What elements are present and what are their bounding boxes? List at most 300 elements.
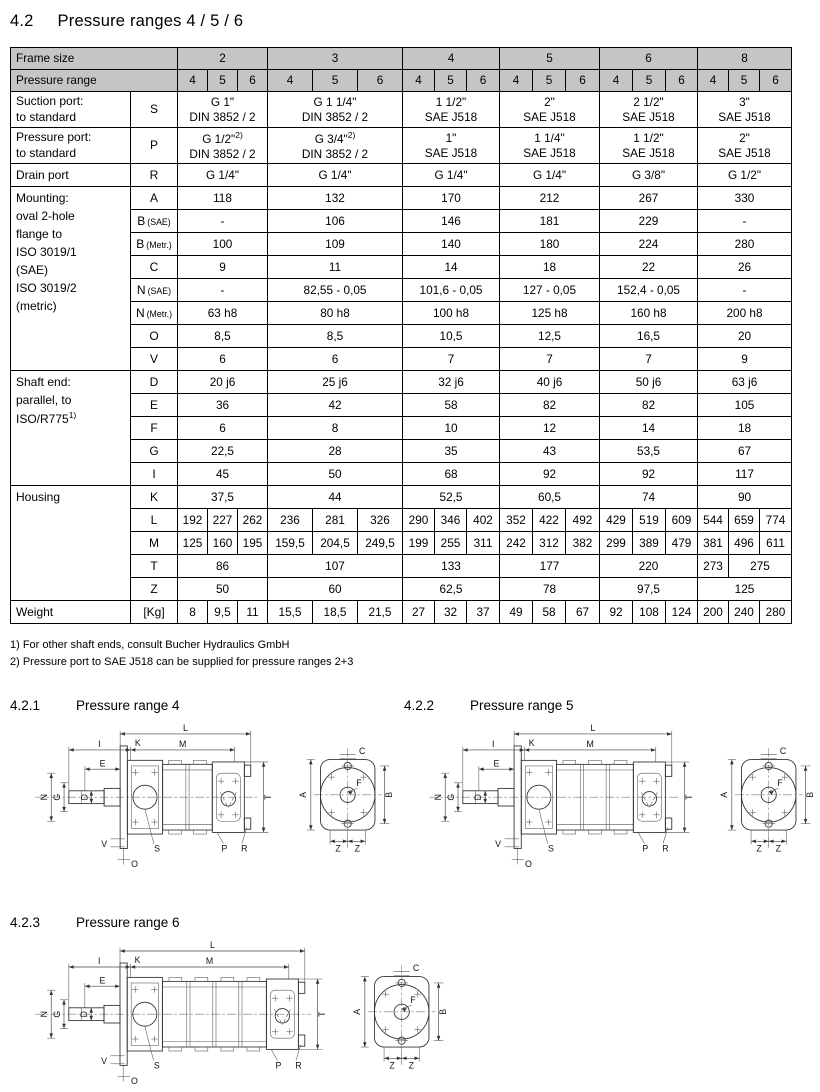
value-cell: 160 [208, 532, 238, 555]
value-cell: 160 h8 [600, 302, 698, 325]
value-cell: 1 1/2" SAE J518 [403, 92, 500, 128]
value-cell: 60,5 [500, 486, 600, 509]
table-row [11, 371, 792, 394]
value-cell: 37 [467, 601, 500, 624]
pressure-range-value: 4 [178, 70, 208, 92]
value-cell: 290 [403, 509, 435, 532]
svg-text:G: G [446, 794, 457, 801]
value-cell: 146 [403, 210, 500, 233]
table-row [11, 92, 792, 128]
figure-heading [404, 698, 820, 713]
pressure-range-row [11, 70, 792, 92]
footnotes [10, 637, 791, 670]
symbol-cell: D [131, 371, 178, 394]
value-cell: 18 [698, 417, 792, 440]
value-cell: 86 [178, 555, 268, 578]
value-cell: 80 h8 [268, 302, 403, 325]
value-cell: 10 [403, 417, 500, 440]
row-group-label: Mounting: oval 2-hole flange to ISO 3019/1 (SAE) ISO 3019/2 (metric) [11, 187, 131, 371]
value-cell: 106 [268, 210, 403, 233]
value-cell: 127 - 0,05 [500, 279, 600, 302]
value-cell: 255 [435, 532, 467, 555]
pressure-range-value: 4 [600, 70, 633, 92]
value-cell: 281 [313, 509, 358, 532]
value-cell: 82,55 - 0,05 [268, 279, 403, 302]
value-cell: 82 [500, 394, 600, 417]
value-cell: G 1/4" [403, 164, 500, 187]
value-cell: 107 [268, 555, 403, 578]
value-cell: 43 [500, 440, 600, 463]
value-cell: 16,5 [600, 325, 698, 348]
value-cell: 28 [268, 440, 403, 463]
value-cell: 326 [358, 509, 403, 532]
value-cell: 9 [178, 256, 268, 279]
value-cell: 422 [533, 509, 566, 532]
pump-end-view [719, 721, 820, 875]
value-cell: 389 [633, 532, 666, 555]
symbol-cell: B (SAE) [131, 210, 178, 233]
svg-text:B: B [383, 792, 394, 799]
footnote-1: 1) For other shaft ends, consult Bucher Hydraulics GmbH [10, 639, 290, 652]
value-cell: 118 [178, 187, 268, 210]
value-cell: 124 [666, 601, 698, 624]
svg-text:T: T [262, 794, 273, 801]
value-cell: G 1/2" [698, 164, 792, 187]
value-cell: 100 h8 [403, 302, 500, 325]
svg-text:O: O [525, 859, 532, 870]
frame-size-value: 6 [600, 48, 698, 70]
value-cell: 140 [403, 233, 500, 256]
value-cell: 611 [760, 532, 792, 555]
svg-text:F: F [410, 995, 416, 1006]
value-cell: 8,5 [178, 325, 268, 348]
svg-text:O: O [131, 859, 138, 870]
pump-side-view [418, 721, 699, 875]
value-cell: 1 1/2" SAE J518 [600, 128, 698, 164]
value-cell: 609 [666, 509, 698, 532]
value-cell: 62,5 [403, 578, 500, 601]
value-cell: 7 [403, 348, 500, 371]
value-cell: 242 [500, 532, 533, 555]
svg-text:N: N [39, 794, 50, 801]
figure-4-2-3 [10, 915, 791, 1092]
value-cell: 132 [268, 187, 403, 210]
value-cell: G 3/4"$^{2)}$ DIN 3852 / 2 [268, 128, 403, 164]
symbol-cell: G [131, 440, 178, 463]
value-cell: 25 j6 [268, 371, 403, 394]
svg-text:R: R [295, 1060, 302, 1071]
svg-text:V: V [495, 839, 501, 850]
value-cell: 6 [178, 348, 268, 371]
value-cell: 11 [268, 256, 403, 279]
value-cell: 152,4 - 0,05 [600, 279, 698, 302]
value-cell: 109 [268, 233, 403, 256]
symbol-cell: T [131, 555, 178, 578]
value-cell: 6 [178, 417, 268, 440]
svg-text:L: L [209, 940, 215, 951]
svg-text:I: I [492, 739, 495, 750]
pressure-range-value: 5 [533, 70, 566, 92]
value-cell: G 1/4" [500, 164, 600, 187]
value-cell: 9 [698, 348, 792, 371]
symbol-cell: C [131, 256, 178, 279]
svg-text:K: K [528, 738, 535, 749]
value-cell: 7 [500, 348, 600, 371]
pressure-range-value: 5 [435, 70, 467, 92]
symbol-cell: K [131, 486, 178, 509]
svg-text:P: P [642, 844, 649, 855]
value-cell: 227 [208, 509, 238, 532]
svg-text:O: O [130, 1076, 138, 1087]
value-cell: 7 [600, 348, 698, 371]
value-cell: 381 [698, 532, 729, 555]
figure-title: Pressure range 6 [76, 915, 180, 931]
pump-side-view [24, 721, 278, 875]
value-cell: 275 [729, 555, 792, 578]
pump-drawing-range-5 [418, 721, 820, 875]
value-cell: 1 1/4" SAE J518 [500, 128, 600, 164]
value-cell: 496 [729, 532, 760, 555]
figure-heading [10, 915, 791, 930]
pressure-range-value: 5 [208, 70, 238, 92]
section-title: Pressure ranges 4 / 5 / 6 [57, 12, 244, 30]
value-cell: 125 h8 [500, 302, 600, 325]
symbol-cell: F [131, 417, 178, 440]
value-cell: 92 [600, 463, 698, 486]
value-cell: 299 [600, 532, 633, 555]
svg-text:C: C [358, 746, 366, 757]
value-cell: 249,5 [358, 532, 403, 555]
value-cell: 280 [698, 233, 792, 256]
svg-text:B: B [804, 792, 815, 799]
pump-drawing-range-6 [24, 938, 791, 1092]
symbol-cell: R [131, 164, 178, 187]
value-cell: 20 [698, 325, 792, 348]
value-cell: 63 h8 [178, 302, 268, 325]
symbol-cell: P [131, 128, 178, 164]
frame-size-row [11, 48, 792, 70]
table-row [11, 486, 792, 509]
value-cell: 311 [467, 532, 500, 555]
svg-text:Z: Z [389, 1061, 395, 1072]
value-cell: 37,5 [178, 486, 268, 509]
value-cell: 195 [238, 532, 268, 555]
svg-text:Z: Z [354, 844, 361, 855]
value-cell: 105 [698, 394, 792, 417]
pressure-range-value: 6 [238, 70, 268, 92]
svg-text:C: C [412, 963, 420, 974]
svg-text:S: S [154, 844, 160, 855]
frame-size-value: 8 [698, 48, 792, 70]
svg-text:D: D [79, 1011, 90, 1018]
figure-number: 4.2.3 [10, 915, 41, 931]
svg-text:F: F [356, 778, 362, 789]
value-cell: - [178, 210, 268, 233]
svg-text:I: I [98, 739, 101, 750]
svg-text:A: A [352, 1009, 363, 1016]
value-cell: 267 [600, 187, 698, 210]
value-cell: - [178, 279, 268, 302]
svg-text:E: E [493, 758, 500, 769]
value-cell: 22,5 [178, 440, 268, 463]
value-cell: 40 j6 [500, 371, 600, 394]
value-cell: 8,5 [268, 325, 403, 348]
value-cell: 14 [600, 417, 698, 440]
value-cell: 32 [435, 601, 467, 624]
dimensions-table [10, 47, 792, 624]
svg-text:N: N [39, 1011, 50, 1018]
value-cell: 14 [403, 256, 500, 279]
value-cell: G 1 1/4" DIN 3852 / 2 [268, 92, 403, 128]
value-cell: 74 [600, 486, 698, 509]
row-group-label: Weight [11, 601, 131, 624]
value-cell: 2 1/2" SAE J518 [600, 92, 698, 128]
value-cell: 402 [467, 509, 500, 532]
svg-text:M: M [178, 739, 187, 750]
figures-row [10, 698, 815, 875]
pump-side-view [24, 938, 332, 1092]
value-cell: 479 [666, 532, 698, 555]
row-group-label: Housing [11, 486, 131, 601]
svg-text:E: E [99, 975, 106, 986]
value-cell: 50 j6 [600, 371, 698, 394]
svg-text:F: F [777, 778, 783, 789]
value-cell: 159,5 [268, 532, 313, 555]
value-cell: 101,6 - 0,05 [403, 279, 500, 302]
value-cell: 12,5 [500, 325, 600, 348]
svg-text:M: M [586, 739, 594, 750]
value-cell: 108 [633, 601, 666, 624]
value-cell: 312 [533, 532, 566, 555]
value-cell: 100 [178, 233, 268, 256]
svg-text:Z: Z [775, 844, 782, 855]
figure-number: 4.2.1 [10, 698, 41, 714]
value-cell: 229 [600, 210, 698, 233]
row-group-label: Shaft end: parallel, to ISO/R775$^{1)}$ [11, 371, 131, 486]
value-cell: 8 [268, 417, 403, 440]
value-cell: 280 [760, 601, 792, 624]
value-cell: 44 [268, 486, 403, 509]
pump-end-view [298, 721, 399, 875]
svg-text:D: D [79, 794, 90, 801]
svg-text:V: V [101, 839, 108, 850]
svg-text:P: P [221, 844, 228, 855]
symbol-cell: I [131, 463, 178, 486]
figure-number: 4.2.2 [404, 698, 435, 714]
value-cell: 199 [403, 532, 435, 555]
symbol-cell: L [131, 509, 178, 532]
figure-4-2-2 [404, 698, 820, 875]
pressure-range-value: 4 [698, 70, 729, 92]
value-cell: 67 [566, 601, 600, 624]
svg-text:A: A [298, 792, 309, 799]
value-cell: 42 [268, 394, 403, 417]
value-cell: - [698, 210, 792, 233]
value-cell: 36 [178, 394, 268, 417]
table-row [11, 164, 792, 187]
value-cell: 236 [268, 509, 313, 532]
value-cell: G 1" DIN 3852 / 2 [178, 92, 268, 128]
value-cell: 97,5 [600, 578, 698, 601]
svg-text:S: S [547, 844, 554, 855]
symbol-cell: A [131, 187, 178, 210]
value-cell: 6 [268, 348, 403, 371]
value-cell: 3" SAE J518 [698, 92, 792, 128]
svg-text:R: R [662, 844, 669, 855]
pump-drawing-range-4 [24, 721, 396, 875]
svg-text:M: M [205, 956, 214, 967]
symbol-cell: Z [131, 578, 178, 601]
svg-text:I: I [97, 956, 101, 967]
frame-size-value: 2 [178, 48, 268, 70]
value-cell: 382 [566, 532, 600, 555]
symbol-cell: O [131, 325, 178, 348]
pressure-range-value: 6 [358, 70, 403, 92]
value-cell: 78 [500, 578, 600, 601]
value-cell: 224 [600, 233, 698, 256]
figure-heading [10, 698, 396, 713]
value-cell: 60 [268, 578, 403, 601]
symbol-cell: M [131, 532, 178, 555]
value-cell: 35 [403, 440, 500, 463]
figure-title: Pressure range 4 [76, 698, 180, 714]
value-cell: 82 [600, 394, 698, 417]
value-cell: 192 [178, 509, 208, 532]
value-cell: 352 [500, 509, 533, 532]
value-cell: 12 [500, 417, 600, 440]
value-cell: 177 [500, 555, 600, 578]
frame-size-label: Frame size [11, 48, 178, 70]
value-cell: 92 [600, 601, 633, 624]
value-cell: 330 [698, 187, 792, 210]
value-cell: 1" SAE J518 [403, 128, 500, 164]
value-cell: 273 [698, 555, 729, 578]
row-group-label: Suction port: to standard [11, 92, 131, 128]
value-cell: 58 [533, 601, 566, 624]
svg-text:Z: Z [335, 844, 341, 855]
svg-text:E: E [99, 758, 106, 769]
value-cell: 125 [698, 578, 792, 601]
pressure-range-value: 4 [268, 70, 313, 92]
svg-text:T: T [683, 794, 694, 801]
value-cell: 492 [566, 509, 600, 532]
value-cell: 52,5 [403, 486, 500, 509]
value-cell: 204,5 [313, 532, 358, 555]
value-cell: 125 [178, 532, 208, 555]
svg-text:K: K [134, 738, 141, 749]
value-cell: 544 [698, 509, 729, 532]
symbol-cell: N (Metr.) [131, 302, 178, 325]
value-cell: 117 [698, 463, 792, 486]
value-cell: 67 [698, 440, 792, 463]
value-cell: - [698, 279, 792, 302]
value-cell: 262 [238, 509, 268, 532]
figure-title: Pressure range 5 [470, 698, 574, 714]
value-cell: 200 [698, 601, 729, 624]
value-cell: 49 [500, 601, 533, 624]
svg-text:Z: Z [408, 1061, 415, 1072]
table-row [11, 601, 792, 624]
svg-text:R: R [241, 844, 248, 855]
pressure-range-value: 6 [467, 70, 500, 92]
symbol-cell: S [131, 92, 178, 128]
value-cell: 26 [698, 256, 792, 279]
section-number: 4.2 [10, 12, 34, 30]
pressure-range-value: 5 [729, 70, 760, 92]
value-cell: 58 [403, 394, 500, 417]
symbol-cell: E [131, 394, 178, 417]
svg-text:B: B [437, 1009, 448, 1016]
svg-text:D: D [473, 794, 484, 801]
pressure-range-label: Pressure range [11, 70, 178, 92]
svg-text:A: A [719, 792, 730, 799]
value-cell: 50 [268, 463, 403, 486]
pressure-range-value: 6 [760, 70, 792, 92]
frame-size-value: 4 [403, 48, 500, 70]
value-cell: 2" SAE J518 [698, 128, 792, 164]
value-cell: 212 [500, 187, 600, 210]
value-cell: 11 [238, 601, 268, 624]
svg-text:P: P [275, 1060, 282, 1071]
pressure-range-value: 6 [566, 70, 600, 92]
value-cell: 32 j6 [403, 371, 500, 394]
value-cell: 92 [500, 463, 600, 486]
pressure-range-value: 4 [500, 70, 533, 92]
value-cell: G 3/8" [600, 164, 698, 187]
value-cell: 21,5 [358, 601, 403, 624]
symbol-cell: N (SAE) [131, 279, 178, 302]
value-cell: 220 [600, 555, 698, 578]
value-cell: 180 [500, 233, 600, 256]
pressure-range-value: 5 [313, 70, 358, 92]
value-cell: 18,5 [313, 601, 358, 624]
symbol-cell: B (Metr.) [131, 233, 178, 256]
value-cell: 45 [178, 463, 268, 486]
svg-text:T: T [316, 1011, 327, 1018]
row-group-label: Pressure port: to standard [11, 128, 131, 164]
value-cell: 50 [178, 578, 268, 601]
value-cell: 346 [435, 509, 467, 532]
frame-size-value: 3 [268, 48, 403, 70]
value-cell: 90 [698, 486, 792, 509]
value-cell: 774 [760, 509, 792, 532]
value-cell: 170 [403, 187, 500, 210]
value-cell: 9,5 [208, 601, 238, 624]
svg-text:C: C [779, 746, 787, 757]
value-cell: 68 [403, 463, 500, 486]
value-cell: 8 [178, 601, 208, 624]
row-group-label: Drain port [11, 164, 131, 187]
svg-text:Z: Z [756, 844, 762, 855]
value-cell: G 1/2"$^{2)}$ DIN 3852 / 2 [178, 128, 268, 164]
value-cell: G 1/4" [268, 164, 403, 187]
value-cell: 22 [600, 256, 698, 279]
frame-size-value: 5 [500, 48, 600, 70]
value-cell: 53,5 [600, 440, 698, 463]
value-cell: 27 [403, 601, 435, 624]
value-cell: 240 [729, 601, 760, 624]
page-title [10, 12, 791, 31]
svg-text:S: S [153, 1060, 160, 1071]
svg-text:N: N [433, 794, 444, 801]
value-cell: 10,5 [403, 325, 500, 348]
pressure-range-value: 6 [666, 70, 698, 92]
table-row [11, 187, 792, 210]
value-cell: 181 [500, 210, 600, 233]
value-cell: 429 [600, 509, 633, 532]
figure-4-2-1 [10, 698, 396, 875]
value-cell: 133 [403, 555, 500, 578]
